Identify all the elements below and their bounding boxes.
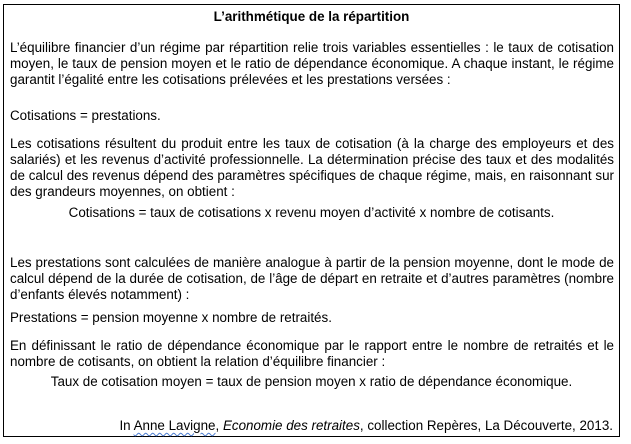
paragraph-ratio: En définissant le ratio de dépendance économique par le rapport entre le nombre de retraités et le nombre de cotisants, on obtient la relation d’équilibre financier : [10, 338, 614, 369]
paragraph-intro: L’équilibre financier d’un régime par répartition relie trois variables essentielles : le taux de cotisation moyen, le taux de pension moyen et le ratio de dépendance économique. A chaque instant, le régime garantit l’égalité entre les cotisations prélevées et les prestations versées : [10, 40, 614, 87]
source-book-title: Economie des retraites [222, 418, 360, 433]
source-publisher: , collection Repères, La Découverte, 2013. [359, 418, 613, 433]
formula-equilibrium: Taux de cotisation moyen = taux de pension moyen x ratio de dépendance économique. [50, 374, 573, 389]
source-author: Anne Lavigne [133, 418, 216, 433]
source-prefix: In [119, 418, 134, 433]
paragraph-benefits: Les prestations sont calculées de manière analogue à partir de la pension moyenne, dont le mode de calcul dépend de la durée de cotisation, de l’âge de départ en retraite et d’autres paramètres (nombre d’enfants élevés notamment) : [10, 255, 614, 302]
source-citation [119, 418, 613, 434]
text-box [3, 4, 620, 437]
formula-contributions: Cotisations = taux de cotisations x revenu moyen d’activité x nombre de cotisants. [68, 205, 555, 220]
paragraph-contributions: Les cotisations résultent du produit entre les taux de cotisation (à la charge des employeurs et des salariés) et les revenus d’activité professionnelle. La détermination précise des taux et des modalités de calcul des revenus dépend des paramètres spécifiques de chaque régime, mais, en raisonnant sur des grandeurs moyennes, on obtient : [10, 136, 614, 199]
equation-benefits: Prestations = pension moyenne x nombre de retraités. [10, 310, 332, 325]
document-title: L’arithmétique de la répartition [213, 9, 410, 24]
equation-balance: Cotisations = prestations. [10, 108, 161, 123]
source-separator: , [215, 418, 223, 433]
